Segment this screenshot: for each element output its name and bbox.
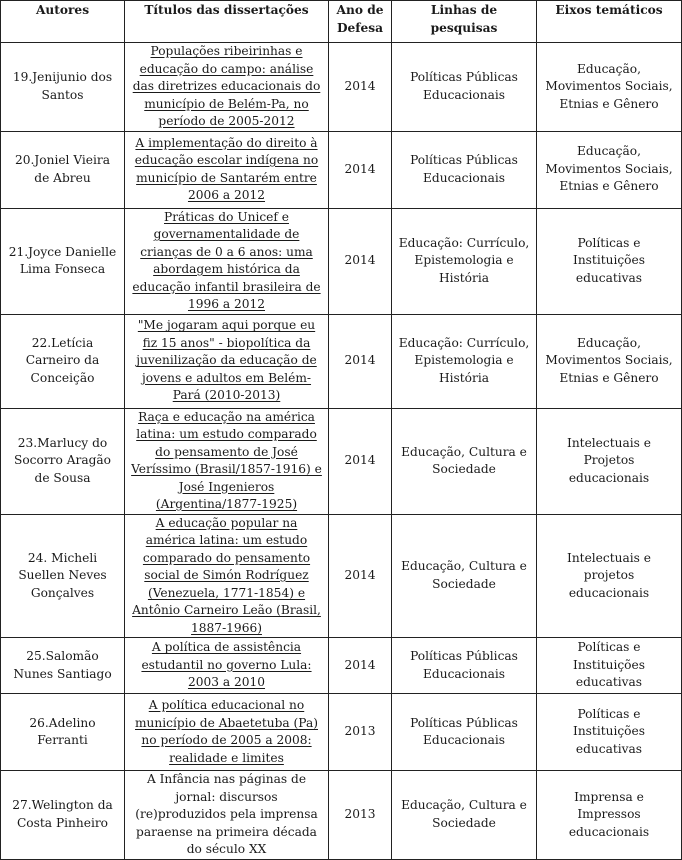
ano-cell: 2014: [329, 314, 392, 408]
table-row: [1, 771, 682, 860]
eixo-cell: Intelectuais e Projetos educacionais: [537, 408, 682, 514]
titulo-cell: [125, 208, 329, 314]
ano-cell: 2014: [329, 131, 392, 208]
table-row: [1, 638, 682, 694]
ano-cell: 2014: [329, 514, 392, 638]
table-row: [1, 514, 682, 638]
autor-cell: 19.Jenijunio dos Santos: [1, 43, 125, 132]
titulo-text: A educação popular na américa latina: um estudo comparado do pensamento social de Simón Rodríguez (Venezuela, 1771-1854) e Antônio Carneiro Leão (Brasil, 1887-1966): [132, 515, 321, 635]
autor-cell: 20.Joniel Vieira de Abreu: [1, 131, 125, 208]
linha-cell: Educação: Currículo, Epistemologia e História: [392, 208, 537, 314]
eixo-cell: Políticas e Instituições educativas: [537, 638, 682, 694]
titulo-text: "Me jogaram aqui porque eu fiz 15 anos" - biopolítica da juvenilização da educação de jovens e adultos em Belém-Pará (2010-2013): [136, 318, 317, 403]
header-linhas: Linhas de pesquisas: [392, 1, 537, 43]
linha-cell: Educação, Cultura e Sociedade: [392, 514, 537, 638]
table-row: [1, 694, 682, 771]
ano-cell: 2014: [329, 43, 392, 132]
linha-cell: Educação, Cultura e Sociedade: [392, 408, 537, 514]
table-row: [1, 314, 682, 408]
autor-cell: 27.Welington da Costa Pinheiro: [1, 771, 125, 860]
table-row: [1, 43, 682, 132]
header-row: [1, 1, 682, 43]
linha-cell: Políticas Públicas Educacionais: [392, 694, 537, 771]
titulo-cell: [125, 131, 329, 208]
autor-cell: 24. Micheli Suellen Neves Gonçalves: [1, 514, 125, 638]
autor-cell: 23.Marlucy do Socorro Aragão de Sousa: [1, 408, 125, 514]
eixo-cell: Intelectuais e projetos educacionais: [537, 514, 682, 638]
titulo-text: A política educacional no município de Abaetetuba (Pa) no período de 2005 a 2008: realidade e limites: [135, 698, 318, 765]
eixo-cell: Políticas e Instituições educativas: [537, 694, 682, 771]
eixo-cell: Educação, Movimentos Sociais, Etnias e Gênero: [537, 43, 682, 132]
eixo-cell: Educação, Movimentos Sociais, Etnias e Gênero: [537, 131, 682, 208]
titulo-text: A Infância nas páginas de jornal: discursos (re)produzidos pela imprensa paraense na primeira década do século XX: [135, 772, 318, 856]
titulo-text: A implementação do direito à educação escolar indígena no município de Santarém entre 2006 a 2012: [134, 135, 319, 202]
header-ano: [329, 1, 392, 43]
ano-cell: 2014: [329, 408, 392, 514]
titulo-cell: [125, 638, 329, 694]
titulo-text: Populações ribeirinhas e educação do campo: análise das diretrizes educacionais do município de Belém-Pa, no período de 2005-2012: [132, 44, 321, 128]
ano-cell: 2013: [329, 771, 392, 860]
linha-cell: Educação, Cultura e Sociedade: [392, 771, 537, 860]
titulo-cell: [125, 43, 329, 132]
linha-cell: Políticas Públicas Educacionais: [392, 43, 537, 132]
titulo-cell: [125, 314, 329, 408]
titulo-cell: [125, 514, 329, 638]
header-titulos: Títulos das dissertações: [125, 1, 329, 43]
ano-cell: 2013: [329, 694, 392, 771]
autor-cell: 25.Salomão Nunes Santiago: [1, 638, 125, 694]
eixo-cell: Políticas e Instituições educativas: [537, 208, 682, 314]
table-row: [1, 208, 682, 314]
table-row: [1, 408, 682, 514]
header-eixos: Eixos temáticos: [537, 1, 682, 43]
eixo-cell: Educação, Movimentos Sociais, Etnias e Gênero: [537, 314, 682, 408]
titulo-cell: [125, 771, 329, 860]
ano-cell: 2014: [329, 208, 392, 314]
linha-cell: Políticas Públicas Educacionais: [392, 638, 537, 694]
autor-cell: 21.Joyce Danielle Lima Fonseca: [1, 208, 125, 314]
header-ano-line1: Ano de: [336, 3, 384, 17]
titulo-cell: [125, 694, 329, 771]
autor-cell: 26.Adelino Ferranti: [1, 694, 125, 771]
titulo-text: Raça e educação na américa latina: um estudo comparado do pensamento de José Veríssimo (Brasil/1857-1916) e José Ingenieros (Argentina/1877-1925): [131, 409, 322, 511]
linha-cell: Educação: Currículo, Epistemologia e História: [392, 314, 537, 408]
ano-cell: 2014: [329, 638, 392, 694]
eixo-cell: Imprensa e Impressos educacionais: [537, 771, 682, 860]
linha-cell: Políticas Públicas Educacionais: [392, 131, 537, 208]
titulo-cell: [125, 408, 329, 514]
header-autores: Autores: [1, 1, 125, 43]
header-ano-line2: Defesa: [336, 20, 384, 35]
titulo-text: A política de assistência estudantil no governo Lula: 2003 a 2010: [141, 640, 312, 690]
titulo-text: Práticas do Unicef e governamentalidade de crianças de 0 a 6 anos: uma abordagem histórica da educação infantil brasileira de 1996 a 2012: [132, 209, 321, 311]
autor-cell: 22.Letícia Carneiro da Conceição: [1, 314, 125, 408]
table-row: [1, 131, 682, 208]
